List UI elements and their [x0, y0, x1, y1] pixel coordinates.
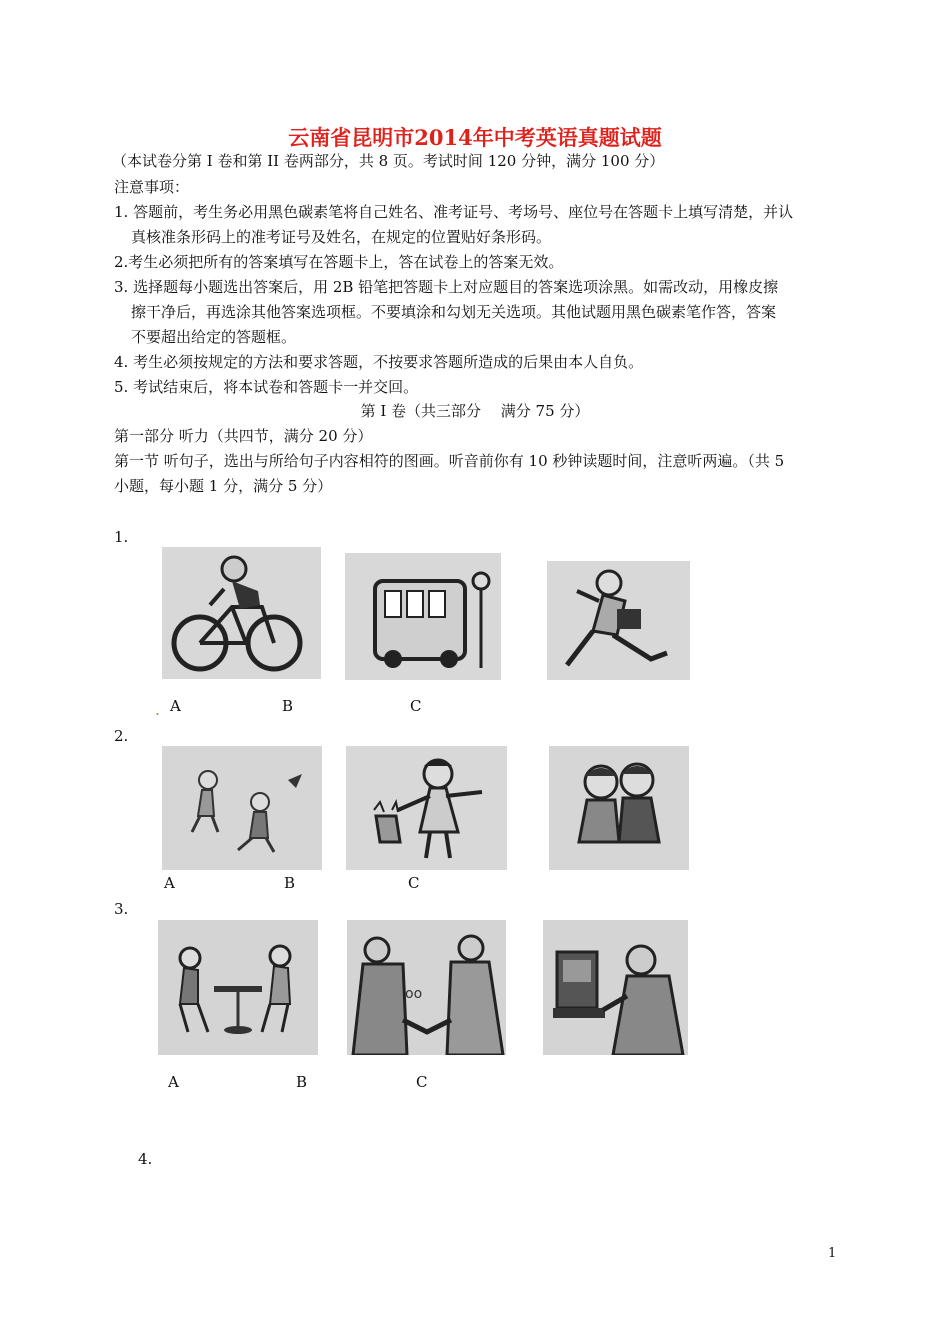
running-boy-picture — [547, 561, 690, 680]
two-girls-picture — [549, 746, 689, 870]
subtitle: （本试卷分第 I 卷和第 II 卷两部分，共 8 页。考试时间 120 分钟，满分 100 分） — [112, 152, 665, 170]
notice-line: 不要超出给定的答题框。 — [131, 328, 297, 346]
option-label: A — [170, 697, 181, 715]
svg-text:oo: oo — [405, 986, 423, 1002]
marker-dot: . — [155, 701, 160, 719]
page-number: 1 — [828, 1246, 837, 1261]
people-at-table-picture — [158, 920, 318, 1055]
notice-line: 5. 考试结束后，将本试卷和答题卡一并交回。 — [114, 378, 419, 396]
option-label: B — [284, 874, 296, 892]
option-label: A — [164, 874, 175, 892]
children-playing-picture — [162, 746, 322, 870]
cyclist-picture — [162, 547, 321, 679]
question-number: 1. — [114, 528, 129, 546]
question-number: 3. — [114, 900, 129, 918]
page-title: 云南省昆明市2014年中考英语真题试题 — [288, 125, 662, 150]
option-label: B — [296, 1073, 308, 1091]
notice-line: 1. 答题前，考生务必用黑色碳素笔将自己姓名、准考证号、考场号、座位号在答题卡上填写清楚，并认 — [114, 203, 794, 221]
option-label: C — [408, 874, 420, 892]
section-instructions: 第一节 听句子，选出与所给句子内容相符的图画。听音前你有 10 秒钟读题时间，注意听两遍。（共 5 — [114, 452, 785, 470]
volume-heading: 第 I 卷（共三部分 满分 75 分） — [360, 402, 590, 420]
option-label: A — [168, 1073, 179, 1091]
notice-line: 2.考生必须把所有的答案填写在答题卡上，答在试卷上的答案无效。 — [114, 253, 564, 271]
girl-with-cat-picture — [346, 746, 507, 870]
handshake-picture — [347, 920, 506, 1055]
part-heading: 第一部分 听力（共四节，满分 20 分） — [114, 427, 373, 445]
notice-line: 3. 选择题每小题选出答案后，用 2B 铅笔把答题卡上对应题目的答案选项涂黑。如需改动，用橡皮擦 — [114, 278, 779, 296]
notice-heading: 注意事项： — [114, 178, 190, 196]
option-label: C — [410, 697, 422, 715]
question-number: 2. — [114, 727, 129, 745]
notice-line: 擦干净后，再选涂其他答案选项框。不要填涂和勾划无关选项。其他试题用黑色碳素笔作答，答案 — [131, 303, 777, 321]
section-instructions: 小题，每小题 1 分，满分 5 分） — [114, 477, 333, 495]
option-label: B — [282, 697, 294, 715]
notice-line: 真核准条形码上的准考证号及姓名，在规定的位置贴好条形码。 — [131, 228, 552, 246]
notice-line: 4. 考生必须按规定的方法和要求答题，不按要求答题所造成的后果由本人自负。 — [114, 353, 644, 371]
man-at-computer-picture — [543, 920, 688, 1055]
bus-stop-picture — [345, 553, 501, 680]
option-label: C — [416, 1073, 428, 1091]
question-number: 4. — [138, 1150, 153, 1168]
